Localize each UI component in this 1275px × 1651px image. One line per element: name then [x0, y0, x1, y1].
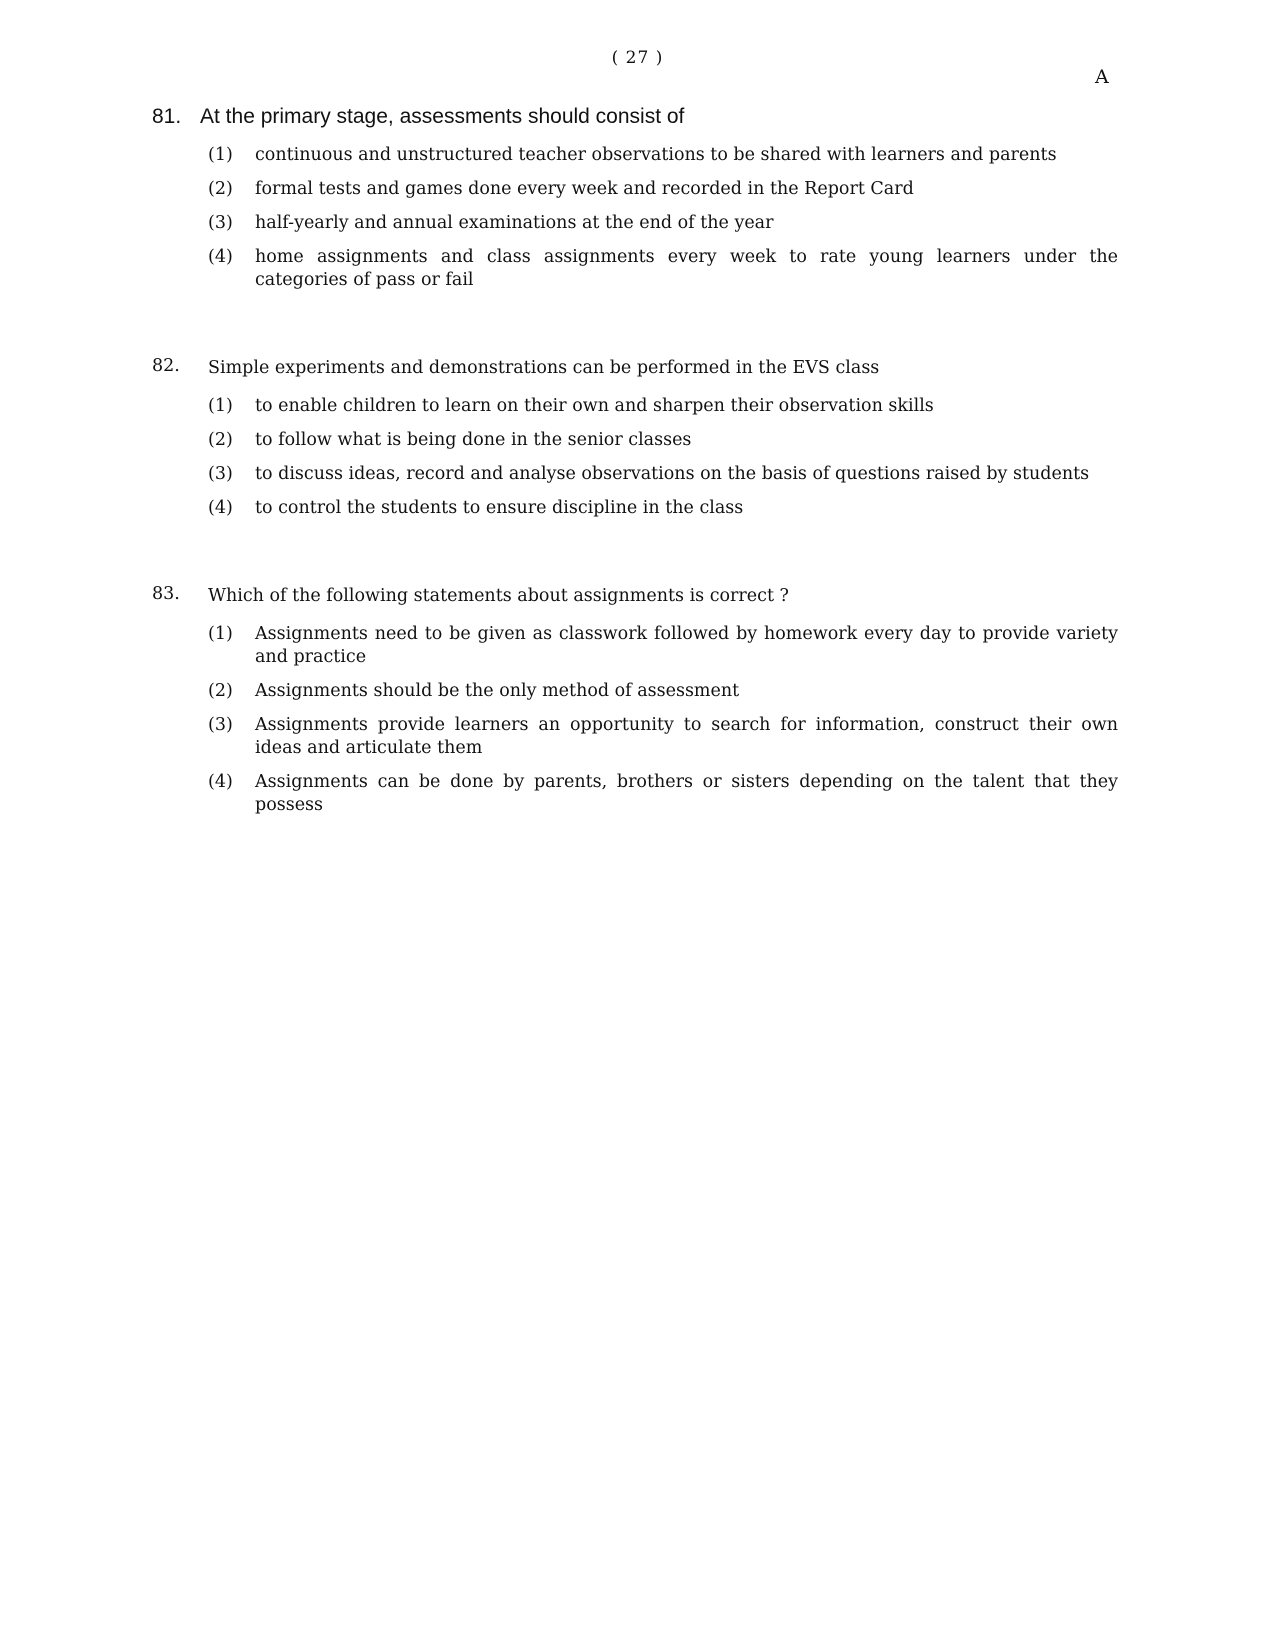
option-82-4 [208, 497, 1118, 520]
question-heading [152, 356, 1118, 380]
option-label: (4) [208, 498, 233, 518]
option-81-2 [208, 178, 1118, 201]
option-83-4 [208, 771, 1118, 817]
question-heading [152, 584, 1118, 608]
option-83-2 [208, 680, 1118, 703]
option-81-3 [208, 212, 1118, 235]
question-number: 81. [152, 105, 182, 128]
option-label: (2) [208, 179, 233, 199]
options-list [152, 395, 1118, 520]
option-81-4 [208, 246, 1118, 292]
option-text: to follow what is being done in the senior classes [255, 430, 692, 450]
option-text: Assignments can be done by parents, brothers or sisters depending on the talent that they possess [255, 772, 1118, 815]
option-label: (3) [208, 715, 233, 735]
option-text: to enable children to learn on their own and sharpen their observation skills [255, 396, 934, 416]
option-label: (4) [208, 772, 233, 792]
option-label: (2) [208, 430, 233, 450]
question-number: 83. [152, 584, 180, 604]
option-text: to control the students to ensure discipline in the class [255, 498, 744, 518]
question-text: Which of the following statements about assignments is correct ? [208, 586, 789, 606]
option-81-1 [208, 144, 1118, 167]
question-81 [152, 104, 1118, 292]
set-code: A [1095, 66, 1109, 88]
option-82-1 [208, 395, 1118, 418]
option-label: (1) [208, 396, 233, 416]
option-text: Assignments provide learners an opportunity to search for information, construct their own ideas and articulate them [255, 715, 1118, 758]
option-text: to discuss ideas, record and analyse observations on the basis of questions raised by students [255, 464, 1090, 484]
option-label: (1) [208, 624, 233, 644]
option-text: home assignments and class assignments every week to rate young learners under the categories of pass or fail [255, 247, 1118, 290]
question-number: 82. [152, 356, 180, 376]
option-text: half-yearly and annual examinations at the end of the year [255, 213, 774, 233]
options-list [152, 623, 1118, 817]
question-text: Simple experiments and demonstrations can be performed in the EVS class [208, 358, 880, 378]
option-82-2 [208, 429, 1118, 452]
option-label: (2) [208, 681, 233, 701]
options-list [152, 144, 1118, 292]
question-text: At the primary stage, assessments should consist of [200, 105, 685, 128]
option-text: formal tests and games done every week and recorded in the Report Card [255, 179, 914, 199]
option-label: (1) [208, 145, 233, 165]
option-83-3 [208, 714, 1118, 760]
question-82 [152, 356, 1118, 520]
option-label: (4) [208, 247, 233, 267]
page-content [152, 104, 1118, 828]
question-83 [152, 584, 1118, 817]
option-83-1 [208, 623, 1118, 669]
page-number: ( 27 ) [611, 48, 664, 68]
option-label: (3) [208, 464, 233, 484]
option-label: (3) [208, 213, 233, 233]
option-text: continuous and unstructured teacher observations to be shared with learners and parents [255, 145, 1057, 165]
option-text: Assignments should be the only method of assessment [255, 681, 740, 701]
option-text: Assignments need to be given as classwork followed by homework every day to provide variety and practice [255, 624, 1118, 667]
question-heading [152, 104, 1118, 130]
option-82-3 [208, 463, 1118, 486]
